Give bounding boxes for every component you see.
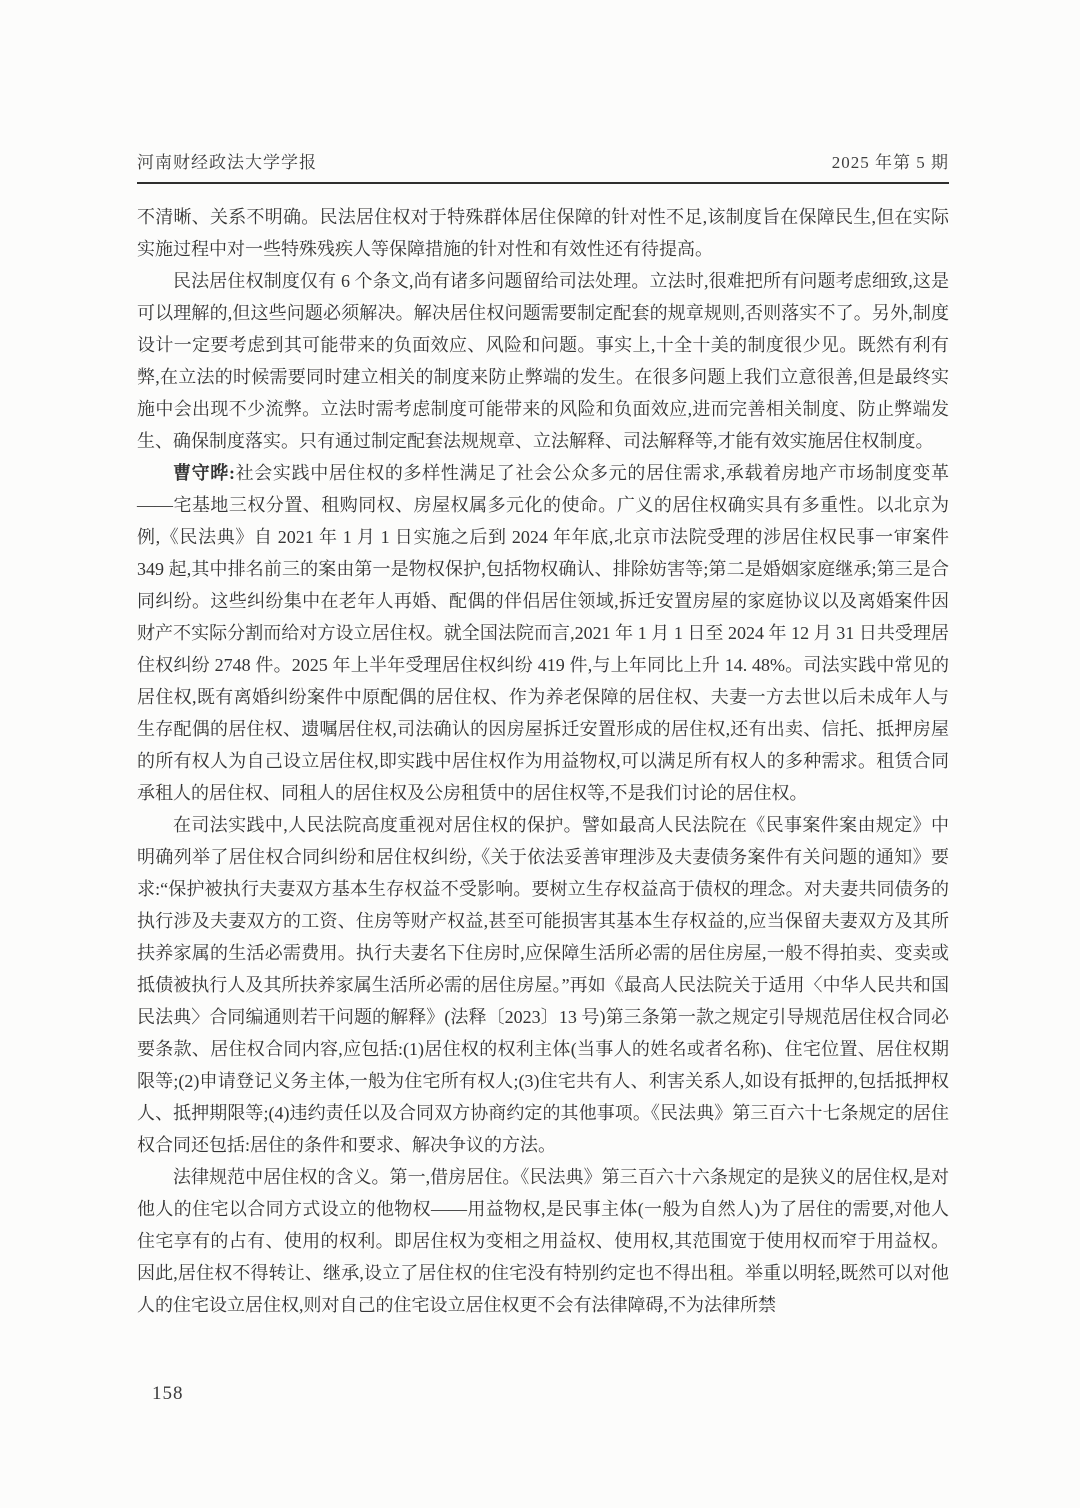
journal-title: 河南财经政法大学学报 (137, 153, 317, 172)
paragraph-text: 不清晰、关系不明确。民法居住权对于特殊群体居住保障的针对性不足,该制度旨在保障民生,但在实际实施过程中对一些特殊残疾人等保障措施的针对性和有效性还有待提高。 (137, 207, 949, 259)
header-divider (137, 182, 949, 184)
issue-label: 2025 年第 5 期 (831, 153, 949, 172)
article-body (137, 201, 949, 1321)
paragraph-judicial-practice (137, 809, 949, 1161)
page-content (137, 0, 949, 1321)
paragraph-text: 法律规范中居住权的含义。第一,借房居住。《民法典》第三百六十六条规定的是狭义的居住权,是对他人的住宅以合同方式设立的他物权——用益物权,是民事主体(一般为自然人)为了居住的需要,对他人住宅享有的占有、使用的权利。即居住权为变相之用益权、使用权,其范围宽于使用权而窄于用益权。因此,居住权不得转让、继承,设立了居住权的住宅没有特别约定也不得出租。举重以明轻,既然可以对他人的住宅设立居住权,则对自己的住宅设立居住权更不会有法律障碍,不为法律所禁 (137, 1167, 949, 1315)
paragraph-legal-definition (137, 1161, 949, 1321)
paragraph-text: 社会实践中居住权的多样性满足了社会公众多元的居住需求,承载着房地产市场制度变革——宅基地三权分置、租购同权、房屋权属多元化的使命。广义的居住权确实具有多重性。以北京为例,《民法典》自 2021 年 1 月 1 日实施之后到 2024 年年底,北京市法院受理的涉居住权民事一审案件 349 起,其中排名前三的案由第一是物权保护,包括物权确认、排除妨害等;第二是婚姻家庭继承;第三是合同纠纷。这些纠纷集中在老年人再婚、配偶的伴侣居住领域,拆迁安置房屋的家庭协议以及离婚案件因财产不实际分割而给对方设立居住权。就全国法院而言,2021 年 1 月 1 日至 2024 年 12 月 31 日共受理居住权纠纷 2748 件。2025 年上半年受理居住权纠纷 419 件,与上年同比上升 14. 48%。司法实践中常见的居住权,既有离婚纠纷案件中原配偶的居住权、作为养老保障的居住权、夫妻一方去世以后未成年人与生存配偶的居住权、遗嘱居住权,司法确认的因房屋拆迁安置形成的居住权,还有出卖、信托、抵押房屋的所有权人为自己设立居住权,即实践中居住权作为用益物权,可以满足所有权人的多种需求。租赁合同承租人的居住权、同租人的居住权及公房租赁中的居住权等,不是我们讨论的居住权。 (137, 463, 950, 803)
paragraph-continuation (137, 201, 949, 265)
paragraph-text: 在司法实践中,人民法院高度重视对居住权的保护。譬如最高人民法院在《民事案件案由规定》中明确列举了居住权合同纠纷和居住权纠纷,《关于依法妥善审理涉及夫妻债务案件有关问题的通知》要求:“保护被执行夫妻双方基本生存权益不受影响。要树立生存权益高于债权的理念。对夫妻共同债务的执行涉及夫妻双方的工资、住房等财产权益,甚至可能损害其基本生存权益的,应当保留夫妻双方及其所扶养家属的生活必需费用。执行夫妻名下住房时,应保障生活所必需的居住房屋,一般不得拍卖、变卖或抵债被执行人及其所扶养家属生活所必需的居住房屋。”再如《最高人民法院关于适用〈中华人民共和国民法典〉合同编通则若干问题的解释》(法释〔2023〕13 号)第三条第一款之规定引导规范居住权合同必要条款、居住权合同内容,应包括:(1)居住权的权利主体(当事人的姓名或者名称)、住宅位置、居住权期限等;(2)申请登记义务主体,一般为住宅所有权人;(3)住宅共有人、利害关系人,如设有抵押的,包括抵押权人、抵押期限等;(4)违约责任以及合同双方协商约定的其他事项。《民法典》第三百六十七条规定的居住权合同还包括:居住的条件和要求、解决争议的方法。 (137, 815, 949, 1155)
paragraph-text: 民法居住权制度仅有 6 个条文,尚有诸多问题留给司法处理。立法时,很难把所有问题考虑细致,这是可以理解的,但这些问题必须解决。解决居住权问题需要制定配套的规章规则,否则落实不了。另外,制度设计一定要考虑到其可能带来的负面效应、风险和问题。事实上,十全十美的制度很少见。既然有利有弊,在立法的时候需要同时建立相关的制度来防止弊端的发生。在很多问题上我们立意很善,但是最终实施中会出现不少流弊。立法时需考虑制度可能带来的风险和负面效应,进而完善相关制度、防止弊端发生、确保制度落实。只有通过制定配套法规规章、立法解释、司法解释等,才能有效实施居住权制度。 (137, 271, 949, 451)
speaker-name: 曹守晔: (173, 463, 235, 483)
paragraph-speaker-caoshouye (137, 457, 949, 809)
page-header (137, 0, 949, 173)
page-number: 158 (152, 1383, 184, 1404)
paragraph-legislation (137, 265, 949, 457)
